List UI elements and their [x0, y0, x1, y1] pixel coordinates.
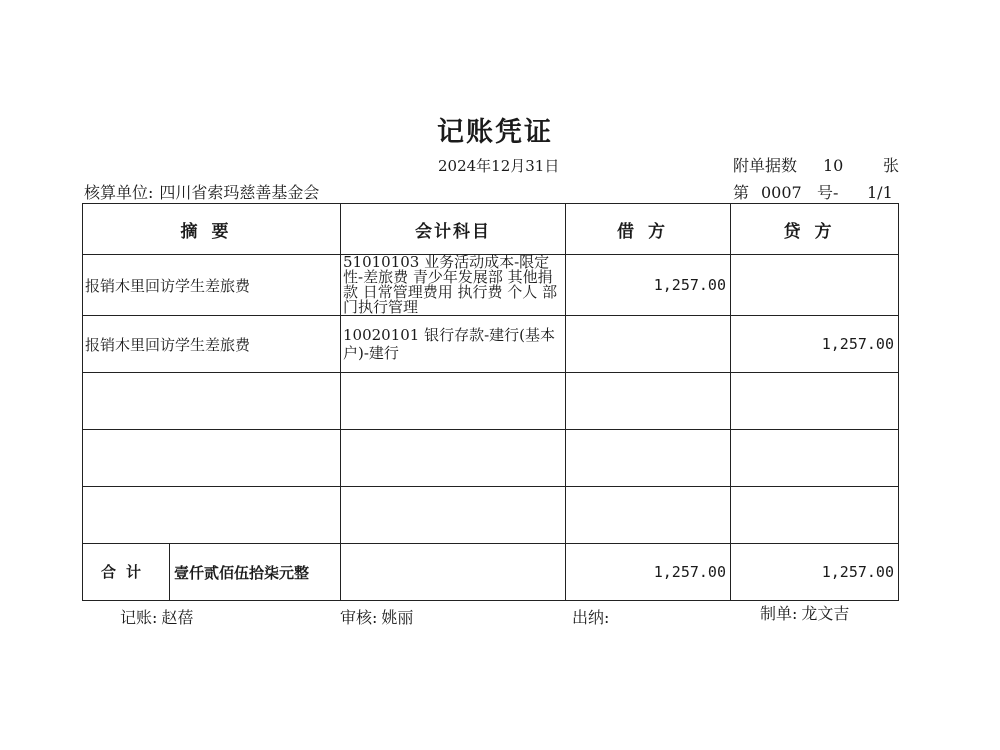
- row-summary: 报销木里回访学生差旅费: [83, 316, 341, 373]
- bookkeeper: [120, 605, 193, 628]
- table-row: [83, 316, 899, 373]
- preparer-label: 制单:: [760, 604, 798, 623]
- total-amount-words: 壹仟贰佰伍拾柒元整: [174, 563, 310, 582]
- row-account: [341, 487, 566, 544]
- row-debit: [566, 316, 731, 373]
- row-credit: 1,257.00: [731, 316, 899, 373]
- cashier-label: 出纳:: [572, 608, 610, 627]
- attachment-number: 10: [823, 156, 844, 175]
- voucher-number: [733, 180, 893, 203]
- total-debit: 1,257.00: [566, 544, 731, 601]
- row-credit: [731, 430, 899, 487]
- row-summary: [83, 487, 341, 544]
- row-debit: [566, 430, 731, 487]
- row-credit: [731, 373, 899, 430]
- bookkeeper-label: 记账:: [120, 608, 158, 627]
- total-credit: 1,257.00: [731, 544, 899, 601]
- row-account: 10020101 银行存款-建行(基本户)-建行: [341, 316, 566, 373]
- row-summary: [83, 430, 341, 487]
- row-summary: [83, 373, 341, 430]
- cashier: [572, 605, 613, 628]
- row-debit: [566, 487, 731, 544]
- table-header: [83, 204, 899, 255]
- voucher-page: 1/1: [867, 183, 893, 202]
- row-account: [341, 373, 566, 430]
- preparer-name: 龙文吉: [801, 604, 850, 623]
- attachment-label: 附单据数: [733, 156, 798, 175]
- total-label: 合计: [83, 544, 170, 600]
- accounting-unit-name: 四川省索玛慈善基金会: [159, 183, 320, 202]
- attachment-count: [733, 153, 899, 176]
- table-row: [83, 255, 899, 316]
- auditor-label: 审核:: [340, 608, 378, 627]
- bookkeeper-name: 赵蓓: [161, 608, 194, 627]
- auditor-name: 姚丽: [381, 608, 414, 627]
- voucher-number-value: 0007: [761, 183, 802, 202]
- row-credit: [731, 487, 899, 544]
- total-account-blank: [341, 544, 566, 601]
- accounting-unit-label: 核算单位:: [84, 183, 154, 202]
- voucher-date: 2024年12月31日: [438, 157, 560, 175]
- row-debit: 1,257.00: [566, 255, 731, 316]
- header-summary: 摘要: [83, 204, 341, 255]
- row-debit: [566, 373, 731, 430]
- voucher-title: 记账凭证: [437, 117, 553, 148]
- table-row: [83, 430, 899, 487]
- attachment-unit: 张: [883, 156, 900, 175]
- row-account: [341, 430, 566, 487]
- voucher-number-prefix: 第: [733, 183, 750, 202]
- total-cell: [83, 544, 341, 601]
- voucher-number-suffix: 号-: [817, 183, 839, 202]
- row-credit: [731, 255, 899, 316]
- auditor: [340, 605, 413, 628]
- header-account: 会计科目: [341, 204, 566, 255]
- table-row: [83, 487, 899, 544]
- row-account: 51010103 业务活动成本-限定性-差旅费 青少年发展部 其他捐款 日常管理费用 执行费 个人 部门执行管理: [341, 255, 566, 316]
- accounting-unit: [84, 180, 319, 203]
- voucher-table: [82, 203, 899, 601]
- preparer: [760, 601, 849, 624]
- row-summary: 报销木里回访学生差旅费: [83, 255, 341, 316]
- table-row: [83, 373, 899, 430]
- total-row: [83, 544, 899, 601]
- header-debit: 借方: [566, 204, 731, 255]
- header-credit: 贷方: [731, 204, 899, 255]
